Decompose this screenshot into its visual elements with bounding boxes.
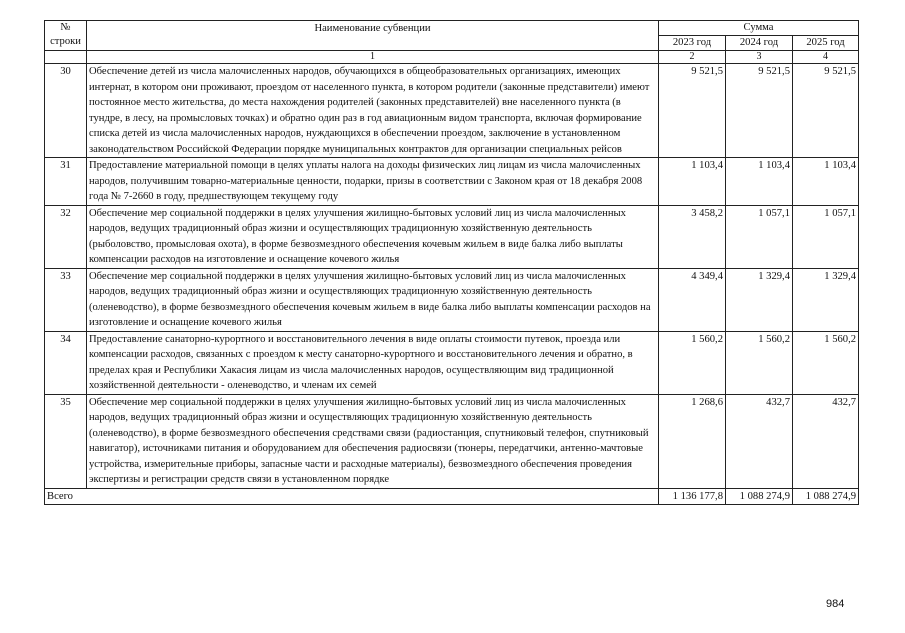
- table-row: [45, 394, 859, 488]
- column-index-cell: 2: [659, 51, 726, 64]
- row-description: Предоставление санаторно-курортного и восстановительного лечения в виде оплаты стоимости путевок, проезда или компенсации расходов, связанных с проездом к месту санаторно-курортного и восстановительного лечения и обратно, в пределах края и Республики Хакасия лицам из числа малочисленных народов, осуществляющим вид традиционной хозяйственной деятельности - оленеводство, и членам их семей: [87, 331, 659, 394]
- value-2025: 1 103,4: [793, 158, 859, 206]
- table-row: [45, 331, 859, 394]
- column-index-cell: 3: [726, 51, 793, 64]
- column-index-cell: 1: [87, 51, 659, 64]
- header-year-2023: 2023 год: [659, 36, 726, 51]
- value-2024: 1 103,4: [726, 158, 793, 206]
- value-2023: 1 268,6: [659, 394, 726, 488]
- value-2024: 432,7: [726, 394, 793, 488]
- total-2024: 1 088 274,9: [726, 488, 793, 505]
- total-2023: 1 136 177,8: [659, 488, 726, 505]
- row-description: Обеспечение детей из числа малочисленных народов, обучающихся в общеобразовательных организациях, имеющих интернат, в котором они проживают, проездом от населенного пункта, в котором родители (законные представители) имеют постоянное место жительства, до места нахождения родителей (законных представителей) вне населенного пункта (в тундре, в лесу, на промысловых точках) и обратно один раз в год авиационным видом транспорта, включая формирование списка детей из числа малочисленных народов, нуждающихся в обеспечении проездом, заключение в установленном законодательством Российской Федерации порядке муниципальных контрактов для организации специальных рейсов: [87, 64, 659, 158]
- row-description: Обеспечение мер социальной поддержки в целях улучшения жилищно-бытовых условий лиц из числа малочисленных народов, ведущих традиционный образ жизни и осуществляющих традиционную хозяйственную деятельность (оленеводство), в форме безвозмездного обеспечения кочевым жильем в виде балка либо выплаты компенсации расходов на изготовление и оснащение кочевого жилья: [87, 268, 659, 331]
- row-description: Обеспечение мер социальной поддержки в целях улучшения жилищно-бытовых условий лиц из числа малочисленных народов, ведущих традиционный образ жизни и осуществляющих традиционную хозяйственную деятельность (рыболовство, промысловая охота), в форме безвозмездного обеспечения кочевым жильем в виде балка либо выплаты компенсации расходов на изготовление и оснащение кочевого жилья: [87, 205, 659, 268]
- subvention-table: [44, 20, 859, 505]
- value-2023: 3 458,2: [659, 205, 726, 268]
- column-index-cell: 4: [793, 51, 859, 64]
- page-number: 984: [826, 598, 845, 610]
- header-row-number: № строки: [45, 21, 87, 51]
- column-index-cell: [45, 51, 87, 64]
- value-2024: 1 057,1: [726, 205, 793, 268]
- value-2024: 9 521,5: [726, 64, 793, 158]
- table-row: [45, 205, 859, 268]
- row-description: Обеспечение мер социальной поддержки в целях улучшения жилищно-бытовых условий лиц из числа малочисленных народов, ведущих традиционный образ жизни и осуществляющих традиционную хозяйственную деятельность (оленеводство), в форме безвозмездного обеспечения средствами связи (радиостанция, спутниковый телефон, спутниковый навигатор), источниками питания и оборудованием для обеспечения радиосвязи (тюнеры, передатчики, антенно-мачтовые устройства, измерительные приборы, запасные части и расходные материалы), безвозмездного обеспечения проведения экспертизы и регистрации средств связи в установленном порядке: [87, 394, 659, 488]
- total-2025: 1 088 274,9: [793, 488, 859, 505]
- header-year-2024: 2024 год: [726, 36, 793, 51]
- value-2025: 1 560,2: [793, 331, 859, 394]
- value-2025: 1 329,4: [793, 268, 859, 331]
- value-2023: 4 349,4: [659, 268, 726, 331]
- row-number: 35: [45, 394, 87, 488]
- value-2025: 432,7: [793, 394, 859, 488]
- row-number: 32: [45, 205, 87, 268]
- column-index-row: [45, 51, 859, 64]
- value-2023: 1 560,2: [659, 331, 726, 394]
- total-row: [45, 488, 859, 505]
- header-sum: Сумма: [659, 21, 859, 36]
- row-number: 33: [45, 268, 87, 331]
- table-row: [45, 268, 859, 331]
- table-row: [45, 64, 859, 158]
- row-description: Предоставление материальной помощи в целях уплаты налога на доходы физических лиц лицам из числа малочисленных народов, получившим товарно-материальные ценности, подарки, призы в соответствии с Законом края от 18 декабря 2008 года № 7-2660 в году, предшествующем текущему году: [87, 158, 659, 206]
- header-year-2025: 2025 год: [793, 36, 859, 51]
- header-subvention-name: Наименование субвенции: [87, 21, 659, 51]
- value-2025: 9 521,5: [793, 64, 859, 158]
- value-2023: 9 521,5: [659, 64, 726, 158]
- value-2025: 1 057,1: [793, 205, 859, 268]
- total-label: Всего: [45, 488, 659, 505]
- value-2023: 1 103,4: [659, 158, 726, 206]
- row-number: 34: [45, 331, 87, 394]
- value-2024: 1 560,2: [726, 331, 793, 394]
- table-row: [45, 158, 859, 206]
- row-number: 30: [45, 64, 87, 158]
- value-2024: 1 329,4: [726, 268, 793, 331]
- row-number: 31: [45, 158, 87, 206]
